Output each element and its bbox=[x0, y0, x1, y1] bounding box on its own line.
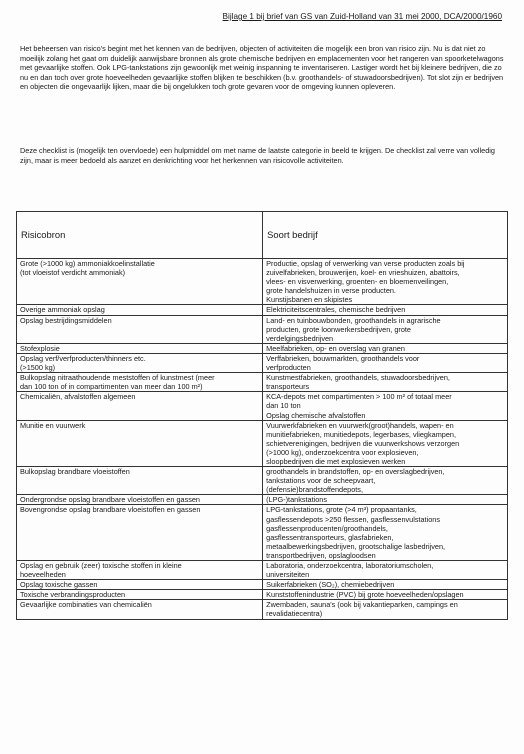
company-type-cell bbox=[263, 392, 508, 420]
table-row bbox=[17, 343, 508, 353]
table-row bbox=[17, 505, 508, 561]
risk-source-cell bbox=[17, 505, 263, 561]
cell-text-line: Bovengrondse opslag brandbare vloeistoffen en gassen bbox=[20, 505, 201, 515]
cell-text-line: schietverenigingen, bedrijven die vuurwerkshows verzorgen bbox=[266, 438, 460, 448]
table-row bbox=[17, 590, 508, 600]
cell-text-line: Productie, opslag of verwerking van verse producten zoals bij bbox=[266, 259, 465, 268]
risk-source-cell bbox=[17, 495, 263, 505]
company-type-cell bbox=[263, 343, 508, 353]
cell-text-line: Elektriciteitscentrales, chemische bedrijven bbox=[266, 305, 406, 315]
risk-source-cell bbox=[17, 561, 263, 580]
table-row bbox=[17, 315, 508, 343]
cell-text-line: Bulkopslag nitraathoudende meststoffen of kunstmest (meer bbox=[20, 373, 215, 383]
cell-text-line: dan 10 ton bbox=[266, 401, 301, 411]
cell-text-line: KCA-depots met compartimenten > 100 m² of totaal meer bbox=[266, 392, 452, 402]
company-type-cell bbox=[263, 420, 508, 466]
risk-source-cell bbox=[17, 590, 263, 600]
risk-source-cell bbox=[17, 467, 263, 495]
cell-text-line: Verffabrieken, bouwmarkten, groothandels voor bbox=[266, 353, 420, 363]
risk-source-cell bbox=[17, 420, 263, 466]
table-header-row bbox=[17, 212, 508, 259]
cell-text-line: Bulkopslag brandbare vloeistoffen bbox=[20, 467, 130, 477]
cell-text-line: sloopbedrijven die met explosieven werken bbox=[266, 456, 406, 466]
cell-text-line: Opslag en gebruik (zeer) toxische stoffen in kleine bbox=[20, 561, 182, 570]
company-type-cell bbox=[263, 580, 508, 590]
cell-text-line: revalidatiecentra) bbox=[266, 609, 323, 619]
cell-text-line: Opslag verf/verfproducten/thinners etc. bbox=[20, 353, 146, 363]
company-type-cell bbox=[263, 600, 508, 619]
cell-text-line: tankstations voor de scheepvaart, bbox=[266, 476, 376, 486]
table-row bbox=[17, 392, 508, 420]
cell-text-line: munitiefabrieken, munitiedepots, legerbases, vliegkampen, bbox=[266, 429, 456, 439]
company-type-cell bbox=[263, 353, 508, 372]
cell-text-line: Laboratoria, onderzoekcentra, laboratoriumscholen, bbox=[266, 561, 434, 570]
cell-text-line: grote handelshuizen in verse producten. bbox=[266, 286, 396, 296]
cell-text-line: (>1000 kg), onderzoekcentra voor explosieven, bbox=[266, 447, 419, 457]
risk-source-table bbox=[16, 211, 508, 620]
cell-text-line: (LPG-)tankstations bbox=[266, 495, 327, 505]
cell-text-line: universiteiten bbox=[266, 570, 310, 580]
risk-source-cell bbox=[17, 315, 263, 343]
risk-source-cell bbox=[17, 580, 263, 590]
cell-text-line: gasflessendepots >250 flessen, gasflessenvulstations bbox=[266, 514, 440, 524]
cell-text-line: verfproducten bbox=[266, 363, 311, 373]
cell-text-line: dan 100 ton of in compartimenten van meer dan 100 m²) bbox=[20, 382, 203, 392]
company-type-cell bbox=[263, 305, 508, 315]
cell-text-line: Grote (>1000 kg) ammoniakkoelinstallatie bbox=[20, 259, 155, 268]
cell-text-line: Kunstmestfabrieken, groothandels, stuwadoorsbedrijven, bbox=[266, 373, 450, 383]
column-header-risk-source: Risicobron bbox=[17, 212, 263, 259]
cell-text-line: (>1500 kg) bbox=[20, 363, 56, 373]
company-type-cell bbox=[263, 561, 508, 580]
risk-source-cell bbox=[17, 600, 263, 619]
intro-paragraph-1: Het beheersen van risico's begint met het kennen van de bedrijven, objecten of activiteiten die mogelijk een bron van risico zijn. Nu is dat niet zo moeilijk zolang het gaat om duidelijk aanwijsbare bronnen als grote chemische bedrijven en emplacementen voor het rangeren van spoorketelwagons met gevaarlijke stoffen. Ook LPG-tankstations zijn gewoonlijk met weinig inspanning te inventariseren. Lastiger wordt het bij kleinere bedrijven, die zo nu en dan toch over grote hoeveelheden gevaarlijke stoffen blijken te beschikken (b.v. groothandels- of stuwadoorsbedrijven). Tot slot zijn er bedrijven en objecten die ongevaarlijk lijken, maar die bij ongelukken toch grote gevaren voor de omgeving kunnen opleveren. bbox=[20, 44, 504, 92]
cell-text-line: LPG-tankstations, grote (>4 m³) propaantanks, bbox=[266, 505, 417, 515]
cell-text-line: Suikerfabrieken (SO₂), chemiebedrijven bbox=[266, 580, 395, 590]
cell-text-line: (tot vloeistof verdicht ammoniak) bbox=[20, 268, 126, 278]
cell-text-line: Meelfabrieken, op- en overslag van granen bbox=[266, 343, 405, 353]
table-row bbox=[17, 373, 508, 392]
risk-source-cell bbox=[17, 305, 263, 315]
table-row bbox=[17, 600, 508, 619]
cell-text-line: Land- en tuinbouwbonden, groothandels in agrarische bbox=[266, 315, 441, 325]
table-row bbox=[17, 420, 508, 466]
table-row bbox=[17, 259, 508, 305]
cell-text-line: Overige ammoniak opslag bbox=[20, 305, 105, 315]
company-type-cell bbox=[263, 259, 508, 305]
cell-text-line: gasflessenproducenten/groothandels, bbox=[266, 523, 388, 533]
company-type-cell bbox=[263, 590, 508, 600]
company-type-cell bbox=[263, 505, 508, 561]
company-type-cell bbox=[263, 495, 508, 505]
cell-text-line: transportbedrijven, opslagloodsen bbox=[266, 550, 376, 560]
table-row bbox=[17, 561, 508, 580]
cell-text-line: Munitie en vuurwerk bbox=[20, 420, 86, 430]
cell-text-line: Toxische verbrandingsproducten bbox=[20, 590, 126, 600]
company-type-cell bbox=[263, 315, 508, 343]
cell-text-line: Ondergrondse opslag brandbare vloeistoffen en gassen bbox=[20, 495, 200, 505]
table-row bbox=[17, 495, 508, 505]
cell-text-line: Vuurwerkfabrieken en vuurwerk(groot)handels, wapen- en bbox=[266, 420, 454, 430]
cell-text-line: hoeveelheden bbox=[20, 570, 66, 580]
table-row bbox=[17, 305, 508, 315]
letter-reference: Bijlage 1 bij brief van GS van Zuid-Holland van 31 mei 2000, DCA/2000/1960 bbox=[222, 12, 502, 21]
cell-text-line: Stofexplosie bbox=[20, 343, 60, 353]
cell-text-line: Opslag toxische gassen bbox=[20, 580, 98, 590]
risk-source-cell bbox=[17, 392, 263, 420]
table-row bbox=[17, 580, 508, 590]
cell-text-line: Kunststoffenindustrie (PVC) bij grote hoeveelheden/opslagen bbox=[266, 590, 464, 600]
risk-source-cell bbox=[17, 353, 263, 372]
company-type-cell bbox=[263, 467, 508, 495]
company-type-cell bbox=[263, 373, 508, 392]
cell-text-line: Zwembaden, sauna's (ook bij vakantieparken, campings en bbox=[266, 600, 458, 610]
table-body bbox=[17, 259, 508, 620]
cell-text-line: transporteurs bbox=[266, 382, 310, 392]
cell-text-line: groothandels in brandstoffen, op- en overslagbedrijven, bbox=[266, 467, 445, 477]
intro-paragraph-2: Deze checklist is (mogelijk ten overvloede) een hulpmiddel om met name de laatste categorie in beeld te krijgen. De checklist zal verre van volledig zijn, maar is meer bedoeld als aanzet en denkrichting voor het herkennen van risicovolle activiteiten. bbox=[20, 146, 495, 165]
table-row bbox=[17, 353, 508, 372]
cell-text-line: vlees- en visverwerking, groenten- en bloemenveilingen, bbox=[266, 277, 449, 287]
cell-text-line: verdelgingsbedrijven bbox=[266, 333, 334, 343]
table-row bbox=[17, 467, 508, 495]
column-header-company-type: Soort bedrijf bbox=[263, 212, 508, 259]
cell-text-line: gasflessentransporteurs, glasfabrieken, bbox=[266, 532, 394, 542]
cell-text-line: Opslag bestrijdingsmiddelen bbox=[20, 315, 112, 325]
cell-text-line: Opslag chemische afvalstoffen bbox=[266, 410, 366, 420]
cell-text-line: (defensie)brandstoffendepots, bbox=[266, 485, 363, 495]
cell-text-line: metaalbewerkingsbedrijven, grootschalige lasbedrijven, bbox=[266, 541, 446, 551]
risk-source-cell bbox=[17, 343, 263, 353]
risk-source-cell bbox=[17, 373, 263, 392]
cell-text-line: Kunstijsbanen en skipistes bbox=[266, 295, 353, 305]
risk-source-cell bbox=[17, 259, 263, 305]
cell-text-line: Gevaarlijke combinaties van chemicaliën bbox=[20, 600, 152, 610]
cell-text-line: Chemicaliën, afvalstoffen algemeen bbox=[20, 392, 136, 402]
cell-text-line: zuivelfabrieken, brouwerijen, koel- en vrieshuizen, abattoirs, bbox=[266, 268, 460, 278]
cell-text-line: producten, grote loonwerkersbedrijven, grote bbox=[266, 324, 411, 334]
